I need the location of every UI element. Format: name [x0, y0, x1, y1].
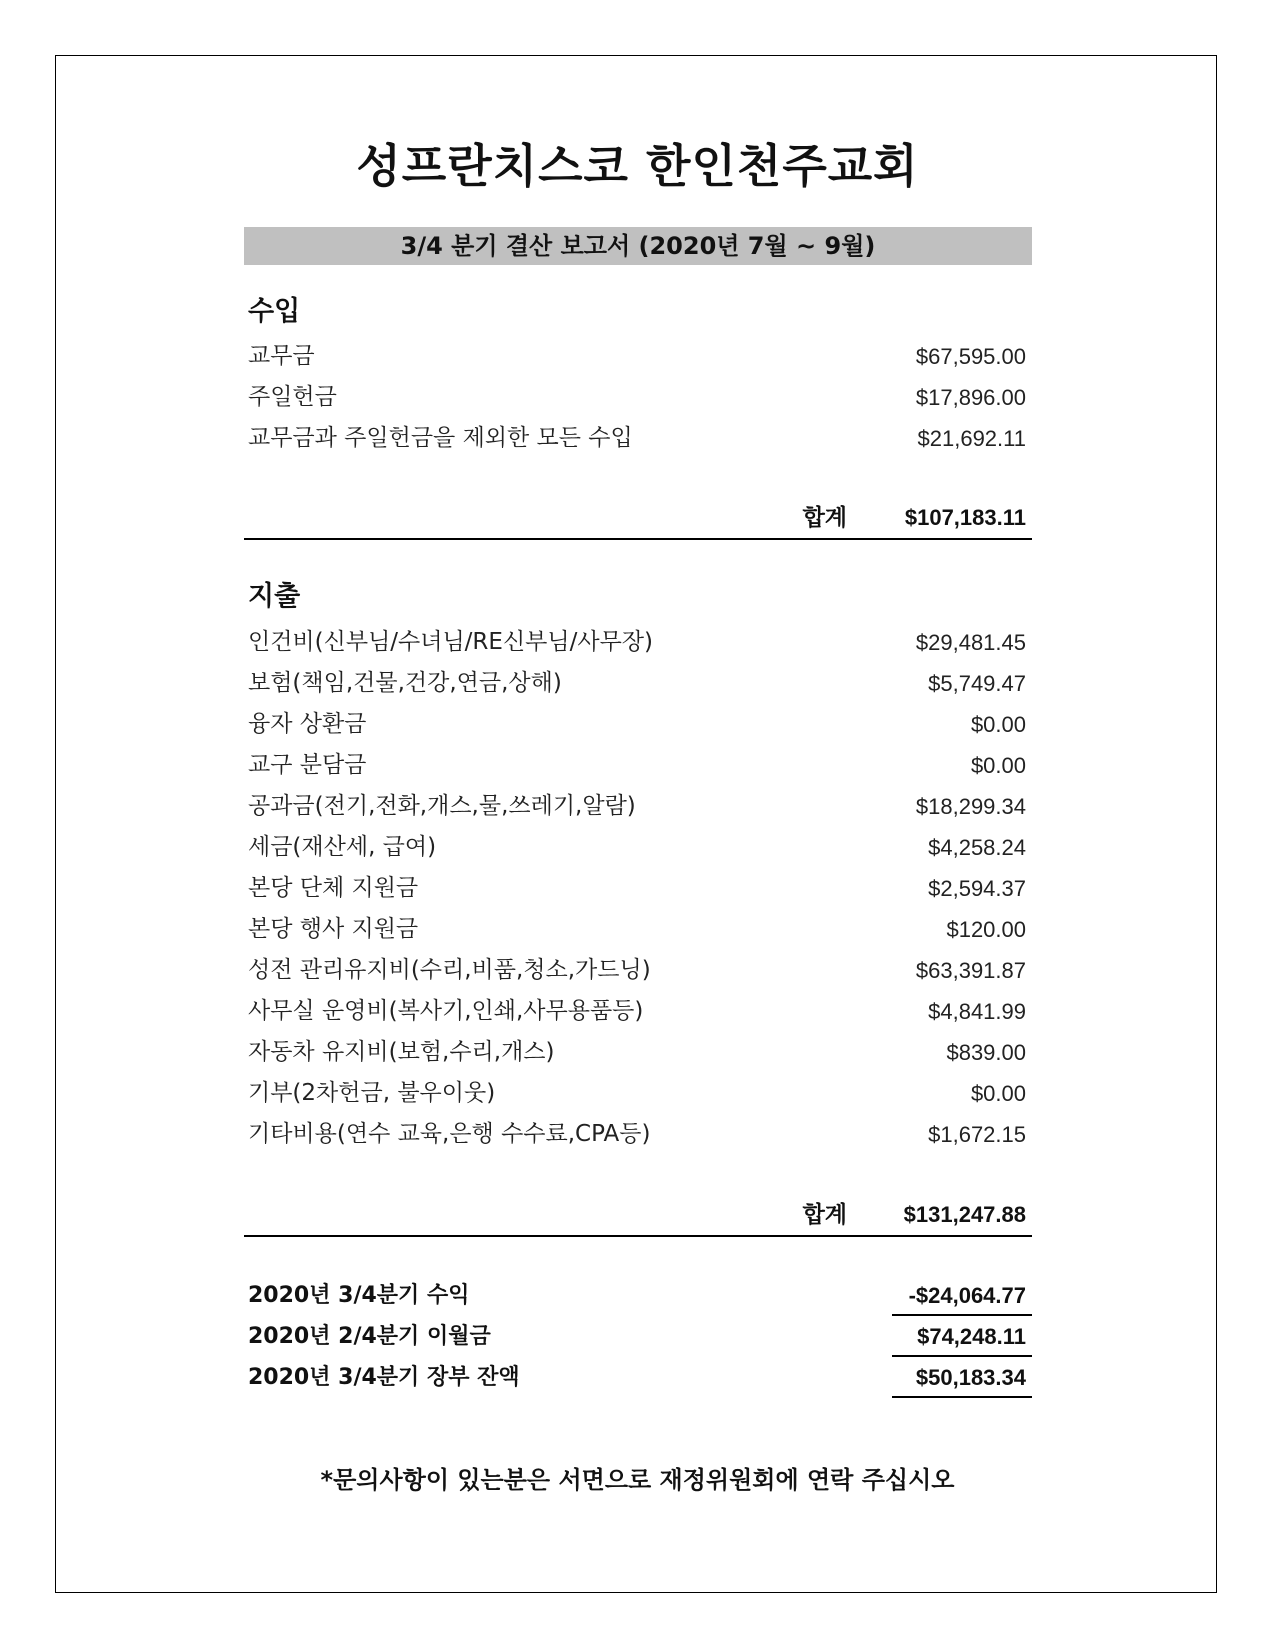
- expense-amount: $0.00: [970, 1081, 1026, 1106]
- expense-label: 성전 관리유지비(수리,비품,청소,가드닝): [248, 957, 651, 983]
- income-row: [244, 418, 1032, 459]
- income-label: 교무금과 주일헌금을 제외한 모든 수입: [248, 425, 633, 451]
- expense-amount: $18,299.34: [915, 794, 1026, 819]
- expense-row: [244, 868, 1032, 909]
- income-heading: 수입: [248, 296, 301, 327]
- expense-amount: $1,672.15: [928, 1122, 1026, 1147]
- income-amount: $67,595.00: [915, 344, 1026, 369]
- expense-amount: $5,749.47: [928, 671, 1026, 696]
- expense-row: [244, 704, 1032, 745]
- income-amount: $21,692.11: [917, 426, 1026, 451]
- summary-row-carryover: [244, 1317, 1032, 1357]
- expense-label: 자동차 유지비(보험,수리,개스): [248, 1039, 555, 1065]
- expense-row: [244, 1073, 1032, 1114]
- income-total-label: 합계: [802, 505, 847, 531]
- summary-label: 2020년 3/4분기 장부 잔액: [248, 1365, 520, 1390]
- expense-row: [244, 1032, 1032, 1073]
- expense-label: 공과금(전기,전화,개스,물,쓰레기,알람): [248, 793, 636, 819]
- summary-row-quarter-income: [244, 1276, 1032, 1316]
- expense-label: 융자 상환금: [248, 711, 367, 737]
- income-label: 교무금: [248, 343, 315, 369]
- expense-label: 교구 분담금: [248, 752, 367, 778]
- inquiry-note: *문의사항이 있는분은 서면으로 재정위원회에 연락 주십시오: [320, 1466, 955, 1494]
- summary-label: 2020년 2/4분기 이월금: [248, 1324, 491, 1349]
- summary-label: 2020년 3/4분기 수익: [248, 1283, 470, 1308]
- expense-row: [244, 827, 1032, 868]
- income-row: [244, 377, 1032, 418]
- expense-row: [244, 786, 1032, 827]
- expense-label: 기부(2차헌금, 불우이웃): [248, 1080, 496, 1106]
- income-label: 주일헌금: [248, 384, 337, 410]
- summary-row-balance: [244, 1358, 1032, 1398]
- expense-heading: 지출: [248, 581, 301, 612]
- expense-label: 사무실 운영비(복사기,인쇄,사무용품등): [248, 998, 644, 1024]
- expense-amount: $4,258.24: [928, 835, 1026, 860]
- expense-row: [244, 991, 1032, 1032]
- expense-row: [244, 950, 1032, 991]
- expense-amount: $839.00: [946, 1040, 1026, 1065]
- expense-amount: $29,481.45: [915, 630, 1026, 655]
- expense-amount: $0.00: [970, 712, 1026, 737]
- expense-label: 보험(책임,건물,건강,연금,상해): [248, 670, 562, 696]
- expense-row: [244, 663, 1032, 704]
- expense-row: [244, 1114, 1032, 1155]
- income-row: [244, 336, 1032, 377]
- expense-total-label: 합계: [802, 1202, 847, 1228]
- expense-label: 본당 행사 지원금: [248, 916, 419, 942]
- income-total-value: $107,183.11: [904, 505, 1026, 530]
- expense-label: 세금(재산세, 급여): [248, 834, 437, 860]
- expense-row: [244, 909, 1032, 950]
- summary-value: $50,183.34: [892, 1358, 1032, 1398]
- expense-amount: $0.00: [970, 753, 1026, 778]
- expense-amount: $4,841.99: [928, 999, 1026, 1024]
- expense-amount: $2,594.37: [928, 876, 1026, 901]
- church-title: 성프란치스코 한인천주교회: [356, 139, 919, 193]
- income-amount: $17,896.00: [915, 385, 1026, 410]
- expense-total-row: [244, 1195, 1032, 1237]
- expense-row: [244, 622, 1032, 663]
- expense-total-value: $131,247.88: [903, 1202, 1026, 1227]
- summary-value: $74,248.11: [892, 1317, 1032, 1357]
- expense-row: [244, 745, 1032, 786]
- expense-amount: $63,391.87: [915, 958, 1026, 983]
- income-total-row: [244, 498, 1032, 540]
- expense-label: 본당 단체 지원금: [248, 875, 419, 901]
- expense-label: 인건비(신부님/수녀님/RE신부님/사무장): [248, 629, 653, 655]
- expense-amount: $120.00: [946, 917, 1026, 942]
- report-subtitle: 3/4 분기 결산 보고서 (2020년 7월 ~ 9월): [244, 227, 1032, 265]
- summary-value: -$24,064.77: [892, 1276, 1032, 1316]
- expense-label: 기타비용(연수 교육,은행 수수료,CPA등): [248, 1121, 651, 1147]
